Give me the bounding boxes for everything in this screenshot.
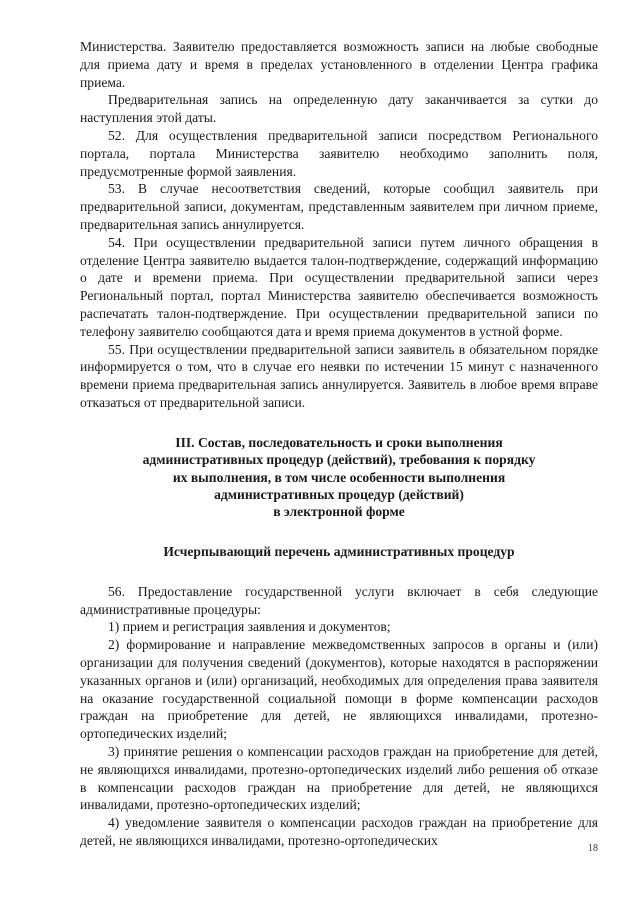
section-title-line: III. Состав, последовательность и сроки выполнения	[175, 434, 503, 450]
paragraph-continuation: Министерства. Заявителю предоставляется возможность записи на любые свободные для приема дату и время в пределах установленного в отделении Центра графика приема.	[80, 39, 598, 90]
list-item: 1) прием и регистрация заявления и документов;	[108, 619, 391, 635]
paragraph-52: 52. Для осуществления предварительной записи посредством Регионального портала, портала Министерства заявителю необходимо заполнить поля, предусмотренные формой заявления.	[80, 127, 598, 179]
section-title	[80, 434, 598, 521]
list-item: 4) уведомление заявителя о компенсации расходов граждан на приобретение для детей, не являющихся инвалидами, протезно-ортопедических	[80, 815, 598, 848]
page-number: 18	[588, 843, 598, 854]
paragraph-55: 55. При осуществлении предварительной записи заявитель в обязательном порядке информируется о том, что в случае его неявки по истечении 15 минут с назначенного времени приема предварительная запись аннулируется. Заявитель в любое время вправе отказаться от предварительной записи.	[80, 341, 598, 410]
paragraph-56: 56. Предоставление государственной услуги включает в себя следующие административные процедуры:	[80, 583, 598, 617]
paragraph-53: 53. В случае несоответствия сведений, которые сообщил заявитель при предварительной записи, документам, представленным заявителем при личном приеме, предварительная запись аннулируется.	[80, 181, 598, 232]
section-title-line: их выполнения, в том числе особенности выполнения	[172, 469, 506, 485]
paragraph-54: 54. При осуществлении предварительной записи путем личного обращения в отделение Центра заявителю выдается талон-подтверждение, содержащий информацию о дате и времени приема. При осуществлении предварительной записи через Региональный портал, портал Министерства заявителю обеспечивается возможность распечатать талон-подтверждение. При осуществлении предварительной записи по телефону заявителю сообщаются дата и время приема документов в устной форме.	[80, 234, 598, 339]
paragraph-booking-deadline: Предварительная запись на определенную дату заканчивается за сутки до наступления этой даты.	[80, 92, 598, 126]
list-item: 3) принятие решения о компенсации расходов граждан на приобретение для детей, не являющихся инвалидами, протезно-ортопедических изделий либо решения об отказе в компенсации расходов граждан на приобретение для детей, не являющихся инвалидами, протезно-ортопедических изделий;	[80, 743, 598, 813]
section-title-line: административных процедур (действий)	[214, 486, 464, 502]
section-subtitle: Исчерпывающий перечень административных процедур	[163, 543, 515, 559]
section-title-line: административных процедур (действий), требования к порядку	[142, 452, 536, 468]
list-item: 2) формирование и направление межведомственных запросов в органы и (или) организации для получения сведений (документов), которые находятся в распоряжении указанных органов и (или) организаций, необходимых для определения права заявителя на оказание государственной социальной помощи в форме компенсации расходов граждан на приобретение для детей, не являющихся инвалидами, протезно-ортопедических изделий;	[80, 637, 598, 742]
section-title-line: в электронной форме	[273, 504, 405, 520]
